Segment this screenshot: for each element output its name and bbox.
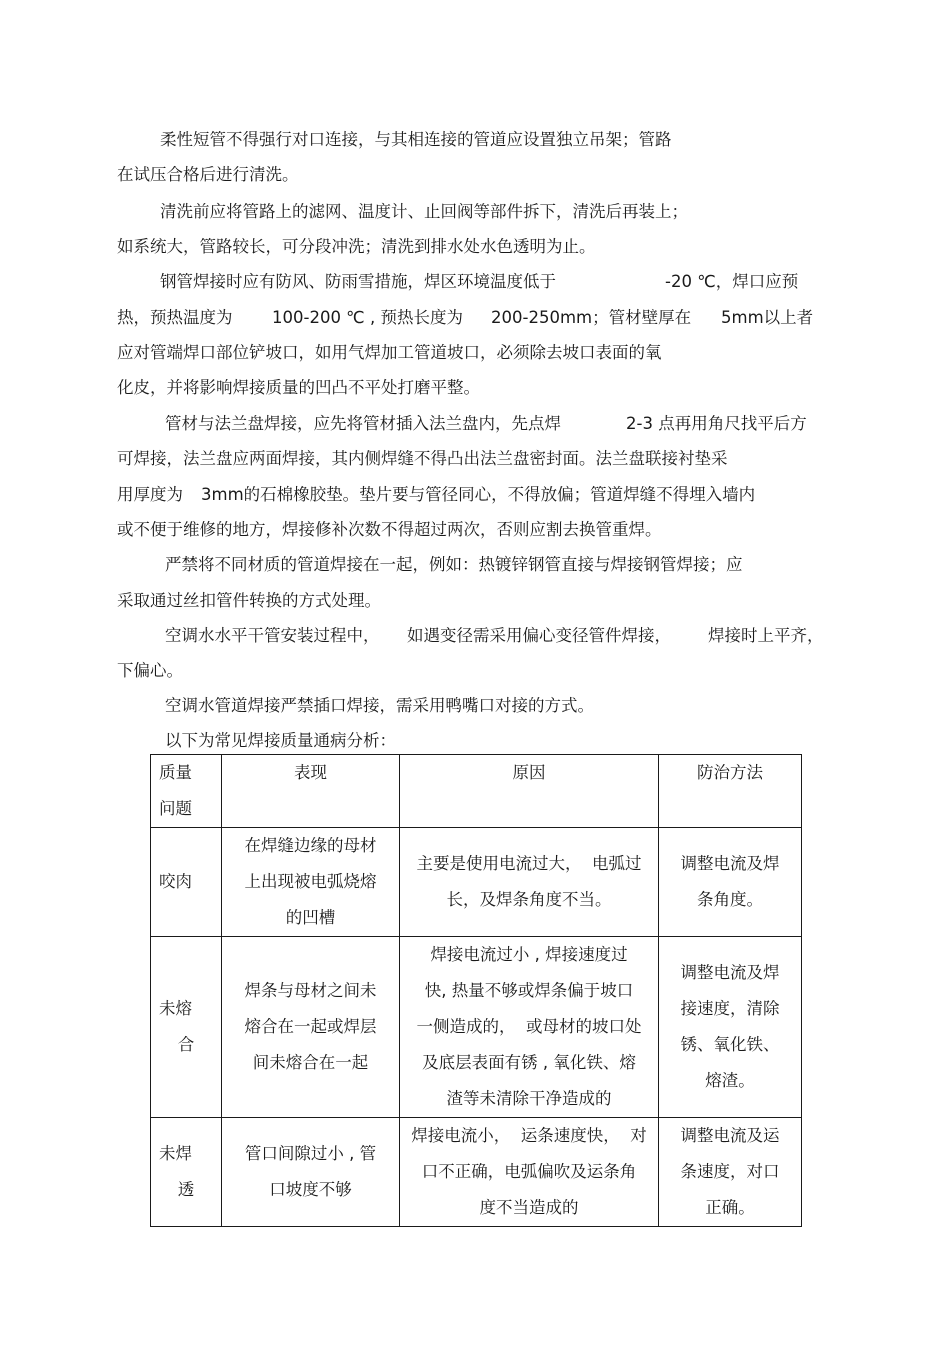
p3-line1b: -20 ℃，焊口应预	[665, 272, 799, 291]
header-remedy	[659, 755, 802, 828]
p1-line2: 在试压合格后进行清洗。	[117, 165, 299, 184]
p4-line4: 或不便于维修的地方，焊接修补次数不得超过两次，否则应割去换管重焊。	[117, 520, 662, 539]
cell-line: 及底层表面有锈 , 氧化铁、熔	[422, 1053, 636, 1072]
cell-line: 锈、氧化铁、	[680, 1035, 780, 1054]
p4-line1a: 管材与法兰盘焊接，应先将管材插入法兰盘内，先点焊	[165, 414, 561, 433]
cell-line: 条速度，对口	[680, 1162, 780, 1181]
cell-problem	[151, 828, 222, 937]
cell-line: 调整电流及焊	[680, 854, 780, 873]
header-problem-line2: 问题	[159, 799, 192, 818]
p6-line2: 下偏心。	[117, 661, 183, 680]
cell-symptom	[222, 1118, 400, 1227]
p6-line1c: 焊接时上平齐，	[708, 626, 824, 645]
cell-cause	[400, 828, 659, 937]
cell-line: 长，及焊条角度不当。	[446, 890, 612, 909]
cell-cause	[400, 1118, 659, 1227]
table-row	[151, 828, 802, 937]
p4-line1b: 2-3 点再用角尺找平后方	[626, 414, 807, 433]
cell-line: 上出现被电弧烧熔	[244, 872, 377, 891]
cell-line: 咬肉	[159, 872, 192, 891]
header-problem	[151, 755, 222, 828]
p1-line1: 柔性短管不得强行对口连接，与其相连接的管道应设置独立吊架；管路	[160, 130, 672, 149]
header-problem-line1: 质量	[159, 763, 192, 782]
p5-line2: 采取通过丝扣管件转换的方式处理。	[117, 591, 381, 610]
p3-line3: 应对管端焊口部位铲坡口，如用气焊加工管道坡口，必须除去坡口表面的氧	[117, 343, 662, 362]
p4-line2: 可焊接，法兰盘应两面焊接，其内侧焊缝不得凸出法兰盘密封面。法兰盘联接衬垫采	[117, 449, 728, 468]
cell-line: 焊条与母材之间未	[244, 981, 377, 1000]
cell-line: 条角度。	[697, 890, 763, 909]
cell-line: 主要是使用电流过大， 电弧过	[416, 854, 642, 873]
p4-line3a: 用厚度为	[117, 485, 183, 504]
header-symptom-text: 表现	[294, 763, 327, 782]
cell-problem	[151, 937, 222, 1118]
p4-line3b: 3mm的石棉橡胶垫。垫片要与管径同心，不得放偏；管道焊缝不得埋入墙内	[201, 485, 756, 504]
p5-line1: 严禁将不同材质的管道焊接在一起，例如：热镀锌钢管直接与焊接钢管焊接；应	[165, 555, 743, 574]
header-symptom	[222, 755, 400, 828]
table-row	[151, 937, 802, 1118]
p3-line4: 化皮，并将影响焊接质量的凹凸不平处打磨平整。	[117, 378, 480, 397]
cell-line: 在焊缝边缘的母材	[244, 836, 377, 855]
cell-line: 焊接电流过小 , 焊接速度过	[430, 945, 628, 964]
cell-symptom	[222, 828, 400, 937]
cell-remedy	[659, 828, 802, 937]
p3-line1a: 钢管焊接时应有防风、防雨雪措施，焊区环境温度低于	[160, 272, 556, 291]
header-remedy-text: 防治方法	[697, 763, 763, 782]
p2-line2: 如系统大，管路较长，可分段冲洗；清洗到排水处水色透明为止。	[117, 237, 596, 256]
cell-line: 合	[177, 1035, 195, 1054]
cell-line: 快, 热量不够或焊条偏于坡口	[424, 981, 634, 1000]
cell-line: 的凹槽	[285, 908, 336, 927]
cell-problem	[151, 1118, 222, 1227]
cell-line: 调整电流及焊	[680, 963, 780, 982]
table-row	[151, 1118, 802, 1227]
cell-line: 接速度，清除	[680, 999, 780, 1018]
cell-line: 一侧造成的， 或母材的坡口处	[416, 1017, 642, 1036]
p3-line2c: 200-250mm；管材壁厚在	[491, 308, 692, 327]
cell-line: 渣等未清除干净造成的	[446, 1089, 612, 1108]
cell-line: 管口间隙过小 , 管	[244, 1144, 377, 1163]
p3-line2d: 5mm以上者	[721, 308, 814, 327]
cell-line: 口坡度不够	[269, 1180, 352, 1199]
cell-line: 度不当造成的	[479, 1198, 579, 1217]
cell-line: 正确。	[705, 1198, 755, 1217]
cell-line: 间未熔合在一起	[252, 1053, 369, 1072]
cell-line: 熔合在一起或焊层	[244, 1017, 377, 1036]
p6-line1a: 空调水水平干管安装过程中，	[165, 626, 380, 645]
table-header-row	[151, 755, 802, 828]
cell-line: 未熔	[159, 999, 192, 1018]
cell-line: 熔渣。	[705, 1071, 755, 1090]
p7-line1: 空调水管道焊接严禁插口焊接，需采用鸭嘴口对接的方式。	[165, 696, 594, 715]
cell-line: 焊接电流小， 运条速度快， 对	[411, 1126, 647, 1145]
p3-line2a: 热，预热温度为	[117, 308, 233, 327]
p8-line1: 以下为常见焊接质量通病分析：	[165, 731, 396, 750]
header-cause	[400, 755, 659, 828]
cell-symptom	[222, 937, 400, 1118]
cell-cause	[400, 937, 659, 1118]
cell-remedy	[659, 937, 802, 1118]
header-cause-text: 原因	[512, 763, 546, 782]
cell-remedy	[659, 1118, 802, 1227]
weld-defect-table	[150, 754, 802, 1227]
p6-line1b: 如遇变径需采用偏心变径管件焊接，	[407, 626, 671, 645]
p3-line2b: 100-200 ℃ , 预热长度为	[272, 308, 463, 327]
cell-line: 透	[177, 1180, 195, 1199]
p2-line1: 清洗前应将管路上的滤网、温度计、止回阀等部件拆下，清洗后再装上；	[160, 202, 688, 221]
cell-line: 口不正确，电弧偏吹及运条角	[421, 1162, 637, 1181]
cell-line: 未焊	[159, 1144, 192, 1163]
cell-line: 调整电流及运	[680, 1126, 780, 1145]
